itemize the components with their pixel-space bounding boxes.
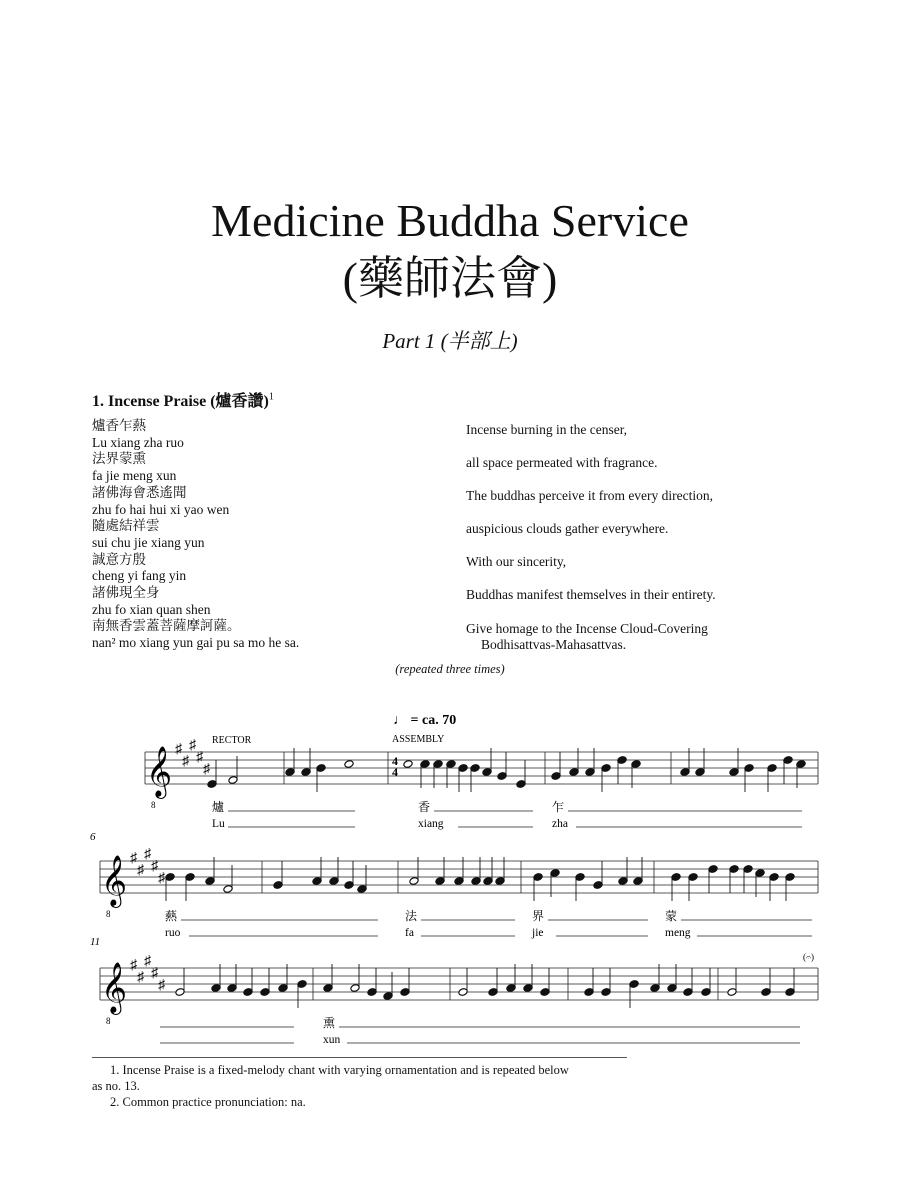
clef-octave-mark: 8 bbox=[106, 1016, 111, 1026]
translation-line: auspicious clouds gather everywhere. bbox=[466, 521, 669, 536]
note-head bbox=[367, 988, 377, 997]
note-head bbox=[211, 984, 221, 993]
lyric-line: 諸佛現全身 bbox=[92, 585, 160, 601]
note-head bbox=[585, 768, 595, 777]
measure-number: 11 bbox=[90, 936, 101, 948]
score-lyric-chinese: 界 bbox=[532, 909, 545, 923]
part-subtitle: Part 1 (半部上) bbox=[382, 329, 518, 353]
lyric-line: 爐香乍爇 bbox=[92, 418, 146, 433]
note-head bbox=[618, 877, 628, 886]
footnotes bbox=[92, 1062, 632, 1110]
note-head bbox=[575, 873, 585, 882]
key-sharp: ♯ bbox=[158, 871, 165, 886]
footnote-ref: 1 bbox=[268, 391, 274, 403]
translation-text: Give homage to the Incense Cloud-Covering bbox=[466, 621, 708, 636]
section-heading-text: 1. Incense Praise (爐香讚) bbox=[92, 393, 269, 410]
note-head bbox=[516, 780, 526, 789]
lyric-line: 隨處結祥雲 bbox=[92, 518, 160, 534]
time-signature: 4 bbox=[392, 754, 398, 768]
note-head bbox=[278, 984, 288, 993]
note-head bbox=[243, 988, 253, 997]
footnote-1-continued: as no. 13. bbox=[92, 1079, 140, 1093]
lyric-line: fa jie meng xun bbox=[92, 468, 177, 484]
key-sharp: ♯ bbox=[144, 847, 151, 862]
score-lyric-chinese: 乍 bbox=[552, 800, 565, 814]
note-head bbox=[316, 764, 326, 773]
note-head bbox=[729, 865, 739, 874]
note-head bbox=[223, 885, 233, 894]
note-head bbox=[458, 988, 468, 997]
translation-line: Incense burning in the censer, bbox=[466, 422, 628, 437]
note-head bbox=[297, 980, 307, 989]
key-sharp: ♯ bbox=[144, 954, 151, 969]
score-lyric-chinese: 爐 bbox=[212, 800, 225, 814]
note-head bbox=[551, 772, 561, 781]
note-head bbox=[344, 881, 354, 890]
note-head bbox=[323, 984, 333, 993]
translation-line bbox=[466, 621, 708, 653]
key-sharp: ♯ bbox=[158, 978, 165, 993]
note-head bbox=[633, 877, 643, 886]
note-head bbox=[483, 877, 493, 886]
score-lyric-pinyin: meng bbox=[665, 927, 691, 939]
note-head bbox=[497, 772, 507, 781]
lyric-line: 法界蒙熏 bbox=[92, 451, 146, 467]
note-head bbox=[165, 873, 175, 882]
note-head bbox=[506, 984, 516, 993]
key-sharp: ♯ bbox=[137, 863, 144, 878]
key-sharp: ♯ bbox=[182, 754, 189, 769]
note-head bbox=[569, 768, 579, 777]
translation-line: all space permeated with fragrance. bbox=[466, 455, 658, 470]
note-head bbox=[629, 980, 639, 989]
note-head bbox=[671, 873, 681, 882]
note-head bbox=[383, 992, 393, 1001]
note-head bbox=[584, 988, 594, 997]
note-head bbox=[458, 764, 468, 773]
score-lyric-pinyin: fa bbox=[405, 927, 414, 939]
note-head bbox=[593, 881, 603, 890]
note-head bbox=[205, 877, 215, 886]
note-head bbox=[357, 885, 367, 894]
score-lyric-pinyin: ruo bbox=[165, 927, 181, 939]
note-head bbox=[767, 764, 777, 773]
key-sharp: ♯ bbox=[189, 738, 196, 753]
score-lyric-chinese: 爇 bbox=[165, 909, 178, 923]
note-head bbox=[301, 768, 311, 777]
note-head bbox=[227, 984, 237, 993]
note-head bbox=[729, 768, 739, 777]
page-title-chinese: (藥師法會) bbox=[342, 253, 558, 304]
lyric-line: Lu xiang zha ruo bbox=[92, 434, 184, 450]
note-head bbox=[329, 877, 339, 886]
score-lyric-pinyin: xiang bbox=[418, 818, 444, 830]
note-head bbox=[617, 756, 627, 765]
rector-label: RECTOR bbox=[212, 735, 252, 746]
key-sharp: ♯ bbox=[151, 859, 158, 874]
note-head bbox=[344, 760, 354, 769]
section-heading bbox=[92, 388, 274, 411]
key-sharp: ♯ bbox=[137, 970, 144, 985]
treble-clef: 𝄞 bbox=[101, 856, 128, 905]
note-head bbox=[631, 760, 641, 769]
score-lyric-chinese: 蒙 bbox=[665, 909, 678, 923]
tempo-marking: ♩ = ca. 70 bbox=[393, 713, 457, 728]
note-head bbox=[435, 877, 445, 886]
note-head bbox=[482, 768, 492, 777]
key-sharp: ♯ bbox=[151, 966, 158, 981]
note-head bbox=[695, 768, 705, 777]
score-lyric-pinyin: xun bbox=[323, 1034, 341, 1046]
note-head bbox=[755, 869, 765, 878]
note-head bbox=[601, 764, 611, 773]
note-head bbox=[400, 988, 410, 997]
score-lyric-pinyin: Lu bbox=[212, 818, 225, 830]
note-head bbox=[273, 881, 283, 890]
score-lyric-chinese: 香 bbox=[418, 800, 431, 814]
note-head bbox=[228, 776, 238, 785]
note-head bbox=[175, 988, 185, 997]
note-head bbox=[312, 877, 322, 886]
note-head bbox=[785, 873, 795, 882]
note-head bbox=[601, 988, 611, 997]
fermata-mark: (𝄐) bbox=[803, 952, 814, 962]
key-sharp: ♯ bbox=[130, 958, 137, 973]
note-head bbox=[260, 988, 270, 997]
key-sharp: ♯ bbox=[130, 851, 137, 866]
lyric-line: 南無香雲蓋菩薩摩訶薩。 bbox=[92, 618, 241, 634]
note-head bbox=[769, 873, 779, 882]
lyric-line: zhu fo xian quan shen bbox=[92, 601, 211, 617]
note-head bbox=[550, 869, 560, 878]
translation-continuation: Bodhisattvas-Mahasattvas. bbox=[481, 637, 627, 652]
lyric-line: 誠意方殷 bbox=[92, 551, 146, 567]
note-head bbox=[488, 988, 498, 997]
note-head bbox=[446, 760, 456, 769]
note-head bbox=[785, 988, 795, 997]
repeat-note: (repeated three times) bbox=[395, 662, 505, 676]
clef-octave-mark: 8 bbox=[106, 909, 111, 919]
lyric-line: cheng yi fang yin bbox=[92, 568, 187, 584]
note-head bbox=[744, 764, 754, 773]
note-head bbox=[688, 873, 698, 882]
assembly-label: ASSEMBLY bbox=[392, 734, 445, 745]
lyric-line: nan² mo xiang yun gai pu sa mo he sa. bbox=[92, 635, 300, 651]
clef-octave-mark: 8 bbox=[151, 800, 156, 810]
note-head bbox=[796, 760, 806, 769]
note-head bbox=[701, 988, 711, 997]
note-head bbox=[743, 865, 753, 874]
score-lyric-chinese: 法 bbox=[405, 909, 418, 923]
lyrics-block bbox=[92, 418, 432, 652]
lyric-line: sui chu jie xiang yun bbox=[92, 534, 205, 550]
treble-clef: 𝄞 bbox=[146, 747, 173, 796]
note-head bbox=[285, 768, 295, 777]
treble-clef: 𝄞 bbox=[101, 963, 128, 1012]
note-head bbox=[523, 984, 533, 993]
note-head bbox=[650, 984, 660, 993]
key-sharp: ♯ bbox=[203, 762, 210, 777]
lyric-line: 諸佛海會悉遙聞 bbox=[92, 484, 187, 500]
note-head bbox=[471, 877, 481, 886]
score-lyric-pinyin: jie bbox=[532, 927, 544, 939]
note-head bbox=[403, 760, 413, 769]
footnote-divider bbox=[92, 1057, 627, 1058]
note-head bbox=[708, 865, 718, 874]
note-head bbox=[783, 756, 793, 765]
footnote-1: 1. Incense Praise is a fixed-melody chant with varying ornamentation and is repeated below bbox=[110, 1063, 569, 1077]
note-head bbox=[680, 768, 690, 777]
note-head bbox=[454, 877, 464, 886]
key-sharp: ♯ bbox=[196, 750, 203, 765]
score-lyric-chinese: 熏 bbox=[323, 1016, 336, 1030]
note-head bbox=[495, 877, 505, 886]
page-title: Medicine Buddha Service bbox=[211, 195, 689, 246]
note-head bbox=[185, 873, 195, 882]
note-head bbox=[420, 760, 430, 769]
translation-line: The buddhas perceive it from every direction, bbox=[466, 488, 714, 503]
note-head bbox=[533, 873, 543, 882]
note-head bbox=[727, 988, 737, 997]
note-head bbox=[761, 988, 771, 997]
note-head bbox=[683, 988, 693, 997]
translation-line: With our sincerity, bbox=[466, 554, 567, 569]
note-head bbox=[409, 877, 419, 886]
note-head bbox=[433, 760, 443, 769]
note-head bbox=[350, 984, 360, 993]
lyric-line: zhu fo hai hui xi yao wen bbox=[92, 501, 230, 517]
time-signature: 4 bbox=[392, 765, 398, 779]
note-head bbox=[540, 988, 550, 997]
measure-number: 6 bbox=[90, 831, 96, 843]
footnote-2: 2. Common practice pronunciation: na. bbox=[110, 1095, 306, 1109]
score-lyric-pinyin: zha bbox=[552, 818, 568, 830]
translation-line: Buddhas manifest themselves in their entirety. bbox=[466, 587, 716, 602]
note-head bbox=[667, 984, 677, 993]
note-head bbox=[207, 780, 217, 789]
note-head bbox=[470, 764, 480, 773]
key-sharp: ♯ bbox=[175, 742, 182, 757]
